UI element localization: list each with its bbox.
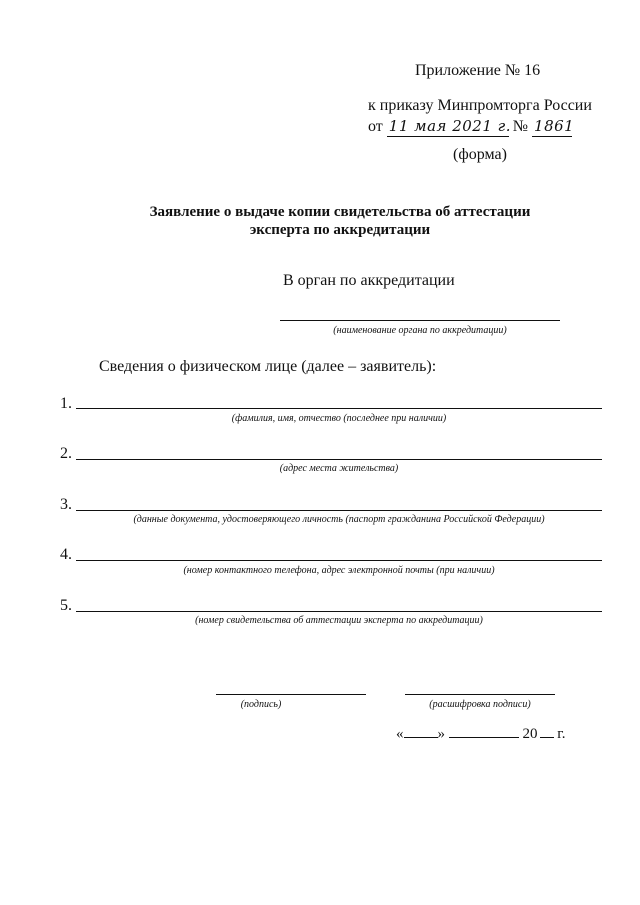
field-4-caption: (номер контактного телефона, адрес электронной почты (при наличии) [183, 565, 495, 576]
order-date-row [368, 117, 575, 139]
field-3-line[interactable] [76, 510, 602, 511]
order-reference: к приказу Минпромторга России [368, 97, 592, 114]
field-5-number: 5. [60, 597, 72, 614]
number-label: № [512, 118, 529, 135]
date-close-quote: » [437, 726, 445, 742]
date-year-suffix: г. [557, 726, 566, 742]
organ-name-caption: (наименование органа по аккредитации) [333, 325, 507, 336]
field-5-line[interactable] [76, 611, 602, 612]
signature-line[interactable] [216, 694, 366, 695]
signature-decode-line[interactable] [405, 694, 555, 695]
section-heading: Сведения о физическом лице (далее – заявитель): [99, 358, 437, 375]
field-2-number: 2. [60, 445, 72, 462]
organ-name-line[interactable] [280, 320, 560, 321]
recipient-label: В орган по аккредитации [283, 272, 455, 289]
title-line-2: эксперта по аккредитации [249, 222, 431, 238]
date-row [396, 725, 565, 743]
field-2-caption: (адрес места жительства) [279, 463, 399, 474]
appendix-number: Приложение № 16 [415, 62, 541, 79]
date-year-prefix: 20 [522, 726, 538, 742]
ot-label: от [368, 118, 383, 135]
field-4-number: 4. [60, 546, 72, 563]
date-day-blank[interactable] [404, 725, 438, 738]
signature-decode-caption: (расшифровка подписи) [429, 699, 531, 710]
title-line-1: Заявление о выдаче копии свидетельства об аттестации [149, 204, 531, 220]
handwritten-number [532, 117, 575, 137]
handwritten-date [387, 117, 512, 137]
handwritten-date-text: 11 мая 2021 г. [388, 117, 512, 135]
field-2-line[interactable] [76, 459, 602, 460]
date-month-blank[interactable] [449, 725, 519, 738]
signature-caption: (подпись) [240, 699, 282, 710]
document-title [60, 203, 620, 239]
form-label: (форма) [453, 146, 507, 163]
field-3-caption: (данные документа, удостоверяющего личность (паспорт гражданина Российской Федерации) [133, 514, 545, 525]
field-1-number: 1. [60, 395, 72, 412]
field-1-line[interactable] [76, 408, 602, 409]
date-open-quote: « [396, 726, 404, 742]
date-year-blank[interactable] [540, 725, 554, 738]
handwritten-number-text: 1861 [534, 117, 575, 135]
field-3-number: 3. [60, 496, 72, 513]
field-5-caption: (номер свидетельства об аттестации эксперта по аккредитации) [195, 615, 483, 626]
field-1-caption: (фамилия, имя, отчество (последнее при наличии) [231, 413, 447, 424]
field-4-line[interactable] [76, 560, 602, 561]
